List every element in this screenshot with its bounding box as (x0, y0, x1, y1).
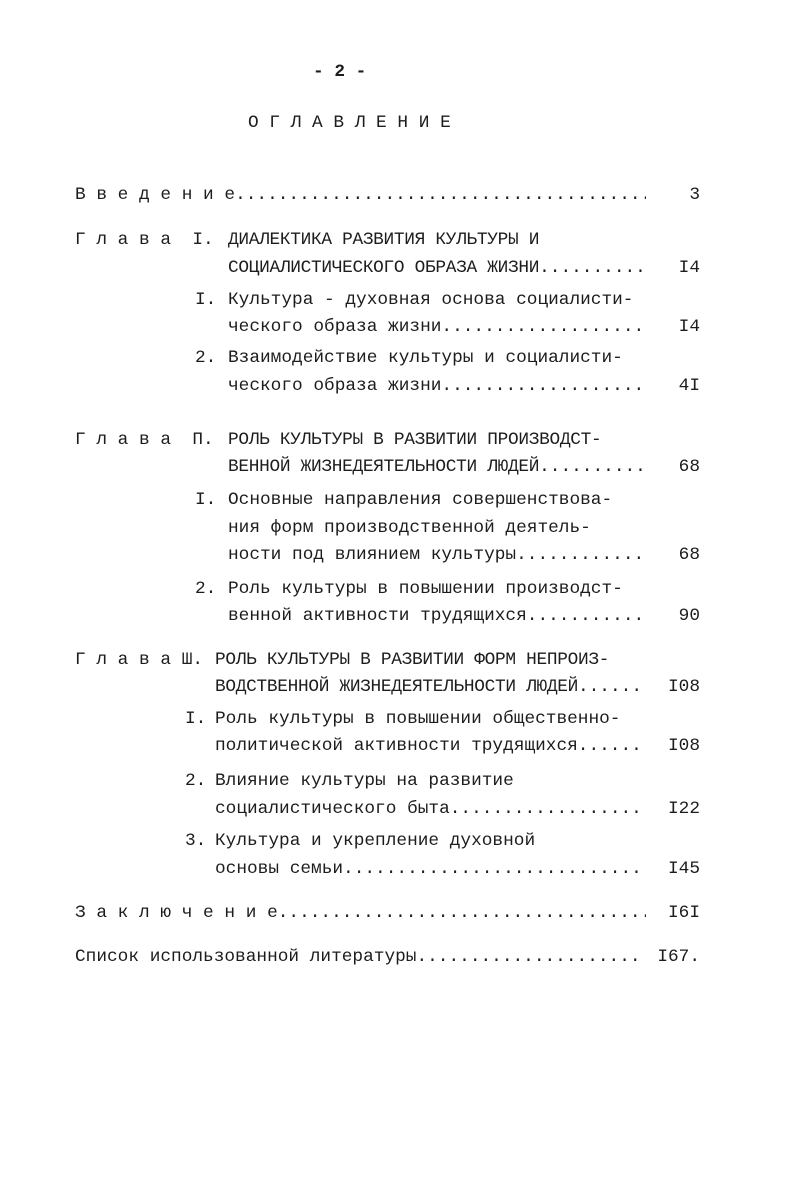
entry-text: социалистического быта (215, 799, 450, 819)
entry-text: венной активности трудящихся (228, 606, 527, 626)
entry-prefix: 3. (185, 831, 207, 851)
dot-leader (539, 256, 646, 280)
toc-entry (215, 734, 700, 758)
dot-leader (441, 315, 646, 339)
entry-text: Роль культуры в повышении общественно- (215, 709, 621, 729)
entry-text: ческого образа жизни (228, 376, 442, 396)
entry-prefix: 2. (195, 579, 217, 599)
entry-page-number: I22 (667, 799, 700, 819)
entry-text: ДИАЛЕКТИКА РАЗВИТИЯ КУЛЬТУРЫ И (228, 230, 540, 250)
entry-prefix: I. (185, 709, 207, 729)
entry-prefix: Г л а в а Ш. (75, 650, 204, 670)
entry-text: Взаимодействие культуры и социалисти- (228, 348, 623, 368)
dot-leader (441, 374, 646, 398)
toc-entry (215, 829, 535, 853)
toc-entry (215, 675, 700, 699)
entry-text: политической активности трудящихся (215, 736, 578, 756)
entry-text: РОЛЬ КУЛЬТУРЫ В РАЗВИТИИ ФОРМ НЕПРОИЗ- (215, 650, 610, 670)
page-title: О Г Л А В Л Е Н И Е (248, 113, 451, 133)
entry-text: Роль культуры в повышении производст- (228, 579, 623, 599)
entry-prefix: I. (195, 490, 217, 510)
toc-entry (228, 346, 623, 370)
toc-entry (75, 945, 700, 969)
toc-entry (215, 707, 620, 731)
entry-text: Список использованной литературы (75, 947, 417, 967)
dot-leader (450, 797, 646, 821)
entry-prefix: 2. (185, 771, 207, 791)
entry-page-number: I6I (667, 903, 700, 923)
entry-page-number: 68 (678, 545, 700, 565)
entry-text: СОЦИАЛИСТИЧЕСКОГО ОБРАЗА ЖИЗНИ (228, 258, 540, 278)
entry-text: РОЛЬ КУЛЬТУРЫ В РАЗВИТИИ ПРОИЗВОДСТ- (228, 430, 602, 450)
toc-entry (215, 797, 700, 821)
dot-leader (516, 543, 646, 567)
entry-text: Основные направления совершенствова- (228, 490, 613, 510)
toc-entry (228, 577, 623, 601)
entry-page-number: 68 (678, 457, 700, 477)
dot-leader (235, 183, 646, 207)
toc-entry (228, 315, 700, 339)
entry-text: ВОДСТВЕННОЙ ЖИЗНЕДЕЯТЕЛЬНОСТИ ЛЮДЕЙ (215, 677, 578, 697)
entry-text: ния форм производственной деятель- (228, 518, 591, 538)
entry-text: В в е д е н и е (75, 185, 236, 205)
entry-text: Влияние культуры на развитие (215, 771, 514, 791)
toc-entry (228, 455, 700, 479)
entry-text: основы семьи (215, 859, 344, 879)
page-number: - 2 - (313, 62, 367, 82)
entry-page-number: I08 (667, 677, 700, 697)
dot-leader (578, 734, 646, 758)
entry-prefix: I. (195, 290, 217, 310)
toc-entry (228, 543, 700, 567)
toc-entry (215, 648, 609, 672)
entry-page-number: I4 (678, 258, 700, 278)
entry-prefix: Г л а в а I. (75, 230, 214, 250)
toc-entry (215, 769, 514, 793)
entry-text: ческого образа жизни (228, 317, 442, 337)
dot-leader (527, 604, 646, 628)
toc-entry (228, 604, 700, 628)
toc-entry (228, 428, 601, 452)
entry-text: Культура - духовная основа социалисти- (228, 290, 634, 310)
toc-entry (228, 256, 700, 280)
entry-page-number: I67. (657, 947, 700, 967)
entry-page-number: 3 (689, 185, 700, 205)
dot-leader (416, 945, 643, 969)
entry-page-number: 4I (678, 376, 700, 396)
toc-entry (228, 374, 700, 398)
toc-entry (228, 288, 633, 312)
entry-text: ВЕННОЙ ЖИЗНЕДЕЯТЕЛЬНОСТИ ЛЮДЕЙ (228, 457, 540, 477)
dot-leader (278, 901, 646, 925)
entry-page-number: I4 (678, 317, 700, 337)
toc-entry (215, 857, 700, 881)
entry-prefix: Г л а в а П. (75, 430, 214, 450)
dot-leader (539, 455, 646, 479)
toc-entry (75, 183, 700, 207)
toc-entry (228, 516, 591, 540)
toc-entry (75, 901, 700, 925)
entry-page-number: 90 (678, 606, 700, 626)
entry-text: Культура и укрепление духовной (215, 831, 536, 851)
dot-leader (578, 675, 646, 699)
entry-text: З а к л ю ч е н и е (75, 903, 278, 923)
entry-page-number: I08 (667, 736, 700, 756)
entry-prefix: 2. (195, 348, 217, 368)
toc-entry (228, 228, 539, 252)
entry-page-number: I45 (667, 859, 700, 879)
dot-leader (343, 857, 646, 881)
toc-entry (228, 488, 612, 512)
entry-text: ности под влиянием культуры (228, 545, 517, 565)
